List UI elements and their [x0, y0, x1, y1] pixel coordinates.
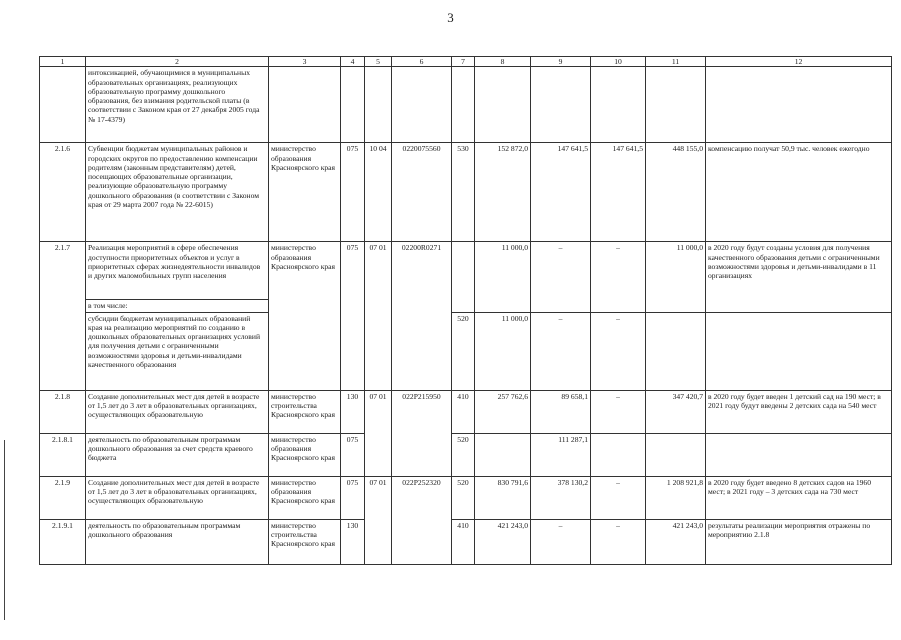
rzpr-code: 07 01 [365, 476, 392, 564]
grbs-code: 130 [341, 519, 365, 564]
rzpr-code: 10 04 [365, 143, 392, 242]
responsible-org: министерство образования Красноярского края [269, 242, 341, 390]
activity-name: Создание дополнительных мест для детей в возрасте от 1,5 лет до 3 лет в образовательных организациях, осуществляющих образовательную [86, 476, 269, 519]
activity-number: 2.1.8 [40, 390, 86, 433]
rzpr-code: 07 01 [365, 242, 392, 390]
expected-result: в 2020 году будет введен 1 детский сад на 190 мест; в 2021 году будут введены 2 детских сада на 540 мест [706, 390, 892, 433]
column-header: 8 [475, 57, 531, 67]
activity-name: деятельность по образовательным программам дошкольного образования за счет средств краевого бюджета [86, 433, 269, 476]
vr-code [452, 242, 475, 312]
activity-number: 2.1.7 [40, 242, 86, 390]
table-row [40, 390, 892, 433]
grbs-code: 075 [341, 143, 365, 242]
amount-total: 421 243,0 [646, 519, 706, 564]
amount-2020: 89 658,1 [531, 390, 591, 433]
amount-2019: 11 000,0 [475, 242, 531, 312]
amount-total: 11 000,0 [646, 242, 706, 312]
expected-result: в 2020 году будут созданы условия для получения качественного образования детьми с ограниченными возможностями здоровья и детьми-инвалидами в 11 организациях [706, 242, 892, 312]
amount-2019: 152 872,0 [475, 143, 531, 242]
activity-number: 2.1.9 [40, 476, 86, 519]
amount-2020: 111 287,1 [531, 433, 591, 476]
amount-2021: – [591, 312, 646, 390]
csr-code: 022P215950 [392, 390, 452, 476]
vr-code: 520 [452, 433, 475, 476]
grbs-code: 075 [341, 476, 365, 519]
table-row [40, 433, 892, 476]
amount-2021: – [591, 519, 646, 564]
table-row [40, 476, 892, 519]
column-header: 9 [531, 57, 591, 67]
program-activities-table [39, 56, 892, 565]
grbs-code: 075 [341, 242, 365, 390]
amount-2020: 147 641,5 [531, 143, 591, 242]
activity-name: деятельность по образовательным программам дошкольного образования [86, 519, 269, 564]
column-header: 3 [269, 57, 341, 67]
column-header: 11 [646, 57, 706, 67]
responsible-org: министерство образования Красноярского края [269, 143, 341, 242]
activity-number: 2.1.8.1 [40, 433, 86, 476]
amount-2021: – [591, 476, 646, 519]
expected-result: компенсацию получат 50,9 тыс. человек ежегодно [706, 143, 892, 242]
amount-2019: 421 243,0 [475, 519, 531, 564]
activity-name: интоксикацией, обучающимися в муниципальных образовательных организациях, реализующих образовательную программу дошкольного образования, без взимания родительской платы (в соответствии с Законом края от 27 декабря 2005 года № 17-4379) [86, 67, 269, 143]
amount-2020: 378 130,2 [531, 476, 591, 519]
csr-code: 0220075560 [392, 143, 452, 242]
amount-2020: – [531, 519, 591, 564]
vr-code: 520 [452, 476, 475, 519]
column-header: 6 [392, 57, 452, 67]
page-number: 3 [447, 10, 454, 25]
column-number-row [40, 57, 892, 67]
amount-2021: – [591, 390, 646, 433]
grbs-code: 075 [341, 433, 365, 476]
column-header: 4 [341, 57, 365, 67]
table-row [40, 519, 892, 564]
responsible-org: министерство строительства Красноярского края [269, 390, 341, 433]
activity-name: Реализация мероприятий в сфере обеспечения доступности приоритетных объектов и услуг в приоритетных сферах жизнедеятельности инвалидов и других маломобильных групп населения [86, 242, 269, 300]
grbs-code: 130 [341, 390, 365, 433]
activity-name: Создание дополнительных мест для детей в возрасте от 1,5 лет до 3 лет в образовательных организациях, осуществляющих образовательную [86, 390, 269, 433]
column-header: 1 [40, 57, 86, 67]
table-row [40, 242, 892, 300]
responsible-org: министерство образования Красноярского края [269, 476, 341, 519]
vr-code: 410 [452, 390, 475, 433]
table-row [40, 67, 892, 143]
amount-total: 448 155,0 [646, 143, 706, 242]
vr-code: 530 [452, 143, 475, 242]
rzpr-code: 07 01 [365, 390, 392, 476]
vr-code: 520 [452, 312, 475, 390]
column-header: 7 [452, 57, 475, 67]
amount-total: 1 208 921,8 [646, 476, 706, 519]
activity-number: 2.1.6 [40, 143, 86, 242]
responsible-org: министерство строительства Красноярского края [269, 519, 341, 564]
csr-code: 02200R0271 [392, 242, 452, 390]
including-label: в том числе: [86, 300, 269, 312]
activity-name: субсидии бюджетам муниципальных образований края на реализацию мероприятий по созданию в дошкольных образовательных организациях условий для получения детьми с ограниченными возможностями здоровья и детьми-инвалидами качественного образования [86, 312, 269, 390]
column-header: 2 [86, 57, 269, 67]
activity-name: Субвенции бюджетам муниципальных районов и городских округов по предоставлению компенсации родителям (законным представителям) детей, посещающих образовательные организации, реализующие образовательную программу дошкольного образования (в соответствии с Законом края от 29 марта 2007 года № 22-6015) [86, 143, 269, 242]
amount-2019: 11 000,0 [475, 312, 531, 390]
table-row [40, 312, 892, 390]
expected-result: результаты реализации мероприятия отражены по мероприятию 2.1.8 [706, 519, 892, 564]
amount-2020: – [531, 242, 591, 312]
amount-2019: 257 762,6 [475, 390, 531, 433]
table-row [40, 143, 892, 242]
amount-total: 347 420,7 [646, 390, 706, 433]
vr-code: 410 [452, 519, 475, 564]
responsible-org: министерство образования Красноярского края [269, 433, 341, 476]
column-header: 5 [365, 57, 392, 67]
amount-2020: – [531, 312, 591, 390]
column-header: 12 [706, 57, 892, 67]
csr-code: 022P252320 [392, 476, 452, 564]
expected-result: в 2020 году будет введено 8 детских садов на 1960 мест; в 2021 году – 3 детских сада на 730 мест [706, 476, 892, 519]
amount-2021: 147 641,5 [591, 143, 646, 242]
amount-2021: – [591, 242, 646, 312]
scan-margin-line [4, 440, 5, 620]
activity-number: 2.1.9.1 [40, 519, 86, 564]
column-header: 10 [591, 57, 646, 67]
amount-2019: 830 791,6 [475, 476, 531, 519]
